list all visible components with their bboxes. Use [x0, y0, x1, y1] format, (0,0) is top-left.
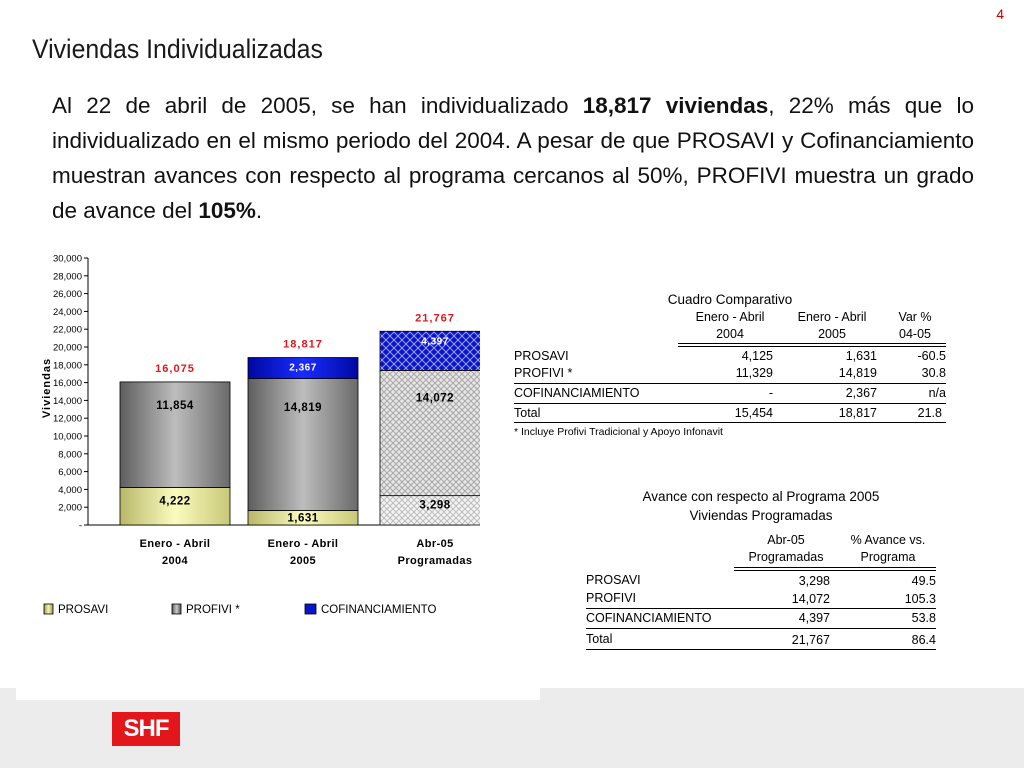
y-tick-label: 24,000	[52, 306, 82, 318]
intro-text-2: , 22% más que lo individualizado en el mismo periodo del 2004. A pesar de que PROSAVI y Cofinanciamiento muestran avances con respecto al programa cercanos al 50%, PROFIVI muestra un grado de avance del	[52, 93, 974, 223]
t2-row-1-v2: 49.5	[911, 574, 936, 588]
t1-row-2-v2: 14,819	[838, 366, 877, 380]
y-axis-title: Viviendas	[41, 357, 53, 419]
t1-header-2-line2: 2005	[818, 327, 846, 341]
y-tick-label: 12,000	[52, 413, 82, 425]
t1-total-v3: 21.8	[917, 406, 942, 420]
t1-row-3-label: COFINANCIAMIENTO	[514, 386, 640, 400]
legend-label-profivi: PROFIVI *	[186, 604, 240, 616]
t1-row-rule	[514, 383, 946, 384]
t2-header-2-line1: % Avance vs.	[850, 533, 926, 547]
y-tick-label: 2,000	[58, 502, 82, 514]
data-label: 11,854	[156, 400, 194, 413]
t2-header-1-line2: Programadas	[748, 550, 824, 564]
t1-header-1-line1: Enero - Abril	[695, 310, 765, 324]
y-tick-label: 10,000	[52, 431, 82, 443]
progress-table-title: Avance con respecto al Programa 2005	[642, 489, 880, 504]
t1-row-3-v2: 2,367	[845, 386, 877, 400]
t2-row-1-label: PROSAVI	[586, 573, 641, 587]
data-label: 14,819	[283, 401, 323, 414]
intro-text-1: Al 22 de abril de 2005, se han individualizado	[52, 93, 583, 118]
x-label-line2: 2005	[289, 555, 317, 567]
t2-row-2-v1: 14,072	[791, 592, 830, 606]
t1-row-1-v1: 4,125	[741, 349, 773, 363]
t1-header-1-line2: 2004	[716, 327, 744, 341]
y-tick-label: 16,000	[52, 378, 82, 390]
legend-swatch-profivi	[172, 604, 181, 614]
t1-row-1-v3: -60.5	[917, 349, 946, 363]
data-label: 4,222	[159, 495, 191, 508]
t1-row-3-v3: n/a	[928, 386, 946, 400]
t1-row-2-v1: 11,329	[735, 366, 773, 380]
t2-row-3-v1: 4,397	[798, 611, 830, 625]
progress-table-subtitle: Viviendas Programadas	[689, 508, 833, 523]
t1-footnote: * Incluye Profivi Tradicional y Apoyo Infonavit	[514, 426, 723, 438]
data-label: 2,367	[289, 362, 317, 374]
comparative-table-title: Cuadro Comparativo	[667, 292, 793, 307]
y-tick-label: 18,000	[52, 360, 82, 372]
y-tick-label: 26,000	[52, 289, 82, 301]
x-label-line2: 2004	[161, 555, 189, 567]
total-label: 21,767	[415, 312, 455, 325]
legend-label-prosavi: PROSAVI	[58, 604, 109, 616]
intro-text-3: .	[255, 198, 263, 223]
legend-label-cofinanciamiento: COFINANCIAMIENTO	[321, 604, 437, 616]
data-label: 4,397	[421, 336, 449, 348]
t2-row-3-v2: 53.8	[911, 611, 936, 625]
t1-total-v2: 18,817	[838, 406, 877, 420]
t1-header-3-line2: 04-05	[899, 327, 931, 341]
t2-header-1-line1: Abr-05	[767, 533, 805, 547]
t2-row-1-v1: 3,298	[798, 574, 830, 588]
stacked-bar-chart	[30, 248, 480, 628]
shf-logo: SHF	[112, 712, 180, 746]
slide-title: Viviendas Individualizadas	[32, 34, 323, 64]
t2-header-rule	[734, 567, 936, 571]
y-tick-label: 22,000	[52, 324, 82, 336]
t2-row-2-v2: 105.3	[904, 592, 936, 606]
t1-row-2-v3: 30.8	[921, 366, 946, 380]
t1-row-1-label: PROSAVI	[514, 349, 569, 363]
t1-row-3-v1: -	[768, 386, 773, 400]
t1-total-rule	[514, 403, 946, 404]
bar-1-profivi	[120, 382, 230, 488]
data-label: 14,072	[415, 392, 455, 405]
y-tick-label: 28,000	[52, 271, 82, 283]
t1-row-1-v2: 1,631	[845, 349, 877, 363]
intro-bold-1: 18,817 viviendas	[582, 93, 769, 118]
t1-total-label: Total	[514, 406, 541, 420]
bar-3-profivi	[380, 370, 480, 495]
y-tick-label: -	[78, 520, 82, 532]
t2-total-rule	[586, 628, 936, 629]
data-label: 1,631	[287, 512, 319, 525]
y-tick-label: 6,000	[58, 467, 82, 479]
t2-row-rule	[586, 608, 936, 609]
t1-header-rule	[678, 343, 946, 347]
x-label-line1: Enero - Abril	[139, 538, 211, 550]
total-label: 16,075	[155, 362, 195, 375]
x-label-line2: Programadas	[397, 555, 473, 567]
t2-header-2-line2: Programa	[860, 550, 916, 564]
y-tick-label: 8,000	[58, 449, 82, 461]
legend-swatch-prosavi	[44, 604, 53, 614]
y-tick-label: 4,000	[58, 484, 82, 496]
t2-total-label: Total	[586, 632, 613, 646]
t1-bottom-rule	[514, 422, 946, 423]
y-tick-label: 20,000	[52, 342, 82, 354]
x-label-line1: Enero - Abril	[267, 538, 339, 550]
intro-paragraph	[52, 88, 974, 228]
t1-header-3-line1: Var %	[898, 310, 932, 324]
y-tick-label: 14,000	[52, 395, 82, 407]
legend-swatch-cofinanciamiento	[305, 604, 316, 614]
t1-total-v1: 15,454	[734, 406, 773, 420]
y-tick-label: 30,000	[52, 253, 82, 265]
intro-bold-2: 105%	[198, 198, 256, 223]
t2-row-2-label: PROFIVI	[586, 591, 637, 605]
bar-2-profivi	[248, 379, 358, 511]
chart-legend	[44, 604, 436, 616]
page-number: 4	[996, 6, 1004, 22]
t2-total-v2: 86.4	[911, 633, 936, 647]
t2-bottom-rule	[586, 649, 936, 650]
footer-divider	[16, 688, 540, 700]
data-label: 3,298	[419, 499, 451, 512]
total-label: 18,817	[283, 338, 323, 351]
t2-row-3-label: COFINANCIAMIENTO	[586, 611, 712, 625]
t1-row-2-label: PROFIVI *	[514, 366, 573, 380]
x-label-line1: Abr-05	[416, 538, 454, 550]
t1-header-2-line1: Enero - Abril	[797, 310, 867, 324]
bars	[120, 312, 480, 525]
t2-total-v1: 21,767	[791, 633, 830, 647]
x-axis-labels	[140, 538, 473, 567]
